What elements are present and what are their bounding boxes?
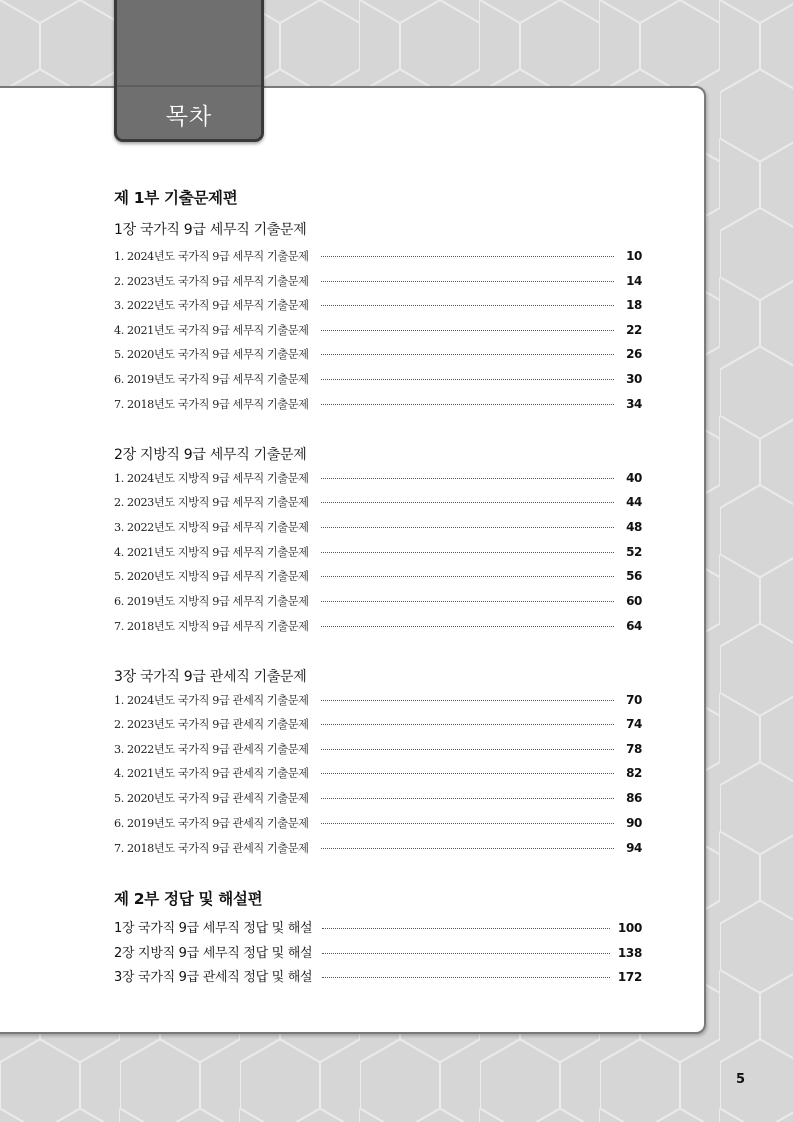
toc-entry[interactable] bbox=[114, 692, 642, 710]
answer-entry-label: 3장 국가직 9급 관세직 정답 및 해설 bbox=[114, 970, 313, 985]
toc-entry-page: 64 bbox=[626, 619, 642, 633]
dot-leader bbox=[321, 502, 614, 503]
answer-entry[interactable] bbox=[114, 942, 642, 960]
dot-leader bbox=[321, 379, 614, 380]
toc-entry-label: 1. 2024년도 지방직 9급 세무직 기출문제 bbox=[114, 472, 309, 485]
dot-leader bbox=[321, 724, 614, 725]
dot-leader bbox=[322, 928, 610, 929]
toc-entry[interactable] bbox=[114, 273, 642, 291]
toc-entry[interactable] bbox=[114, 790, 642, 808]
dot-leader bbox=[321, 281, 614, 282]
toc-entry-label: 4. 2021년도 국가직 9급 관세직 기출문제 bbox=[114, 767, 309, 780]
toc-entry-page: 40 bbox=[626, 471, 642, 485]
toc-entry-page: 60 bbox=[626, 594, 642, 608]
answer-entry-label: 2장 지방직 9급 세무직 정답 및 해설 bbox=[114, 946, 313, 961]
answer-entry-page: 172 bbox=[617, 970, 642, 984]
toc-entry-page: 22 bbox=[626, 323, 642, 337]
toc-entry[interactable] bbox=[114, 297, 642, 315]
answer-entry-label: 1장 국가직 9급 세무직 정답 및 해설 bbox=[114, 921, 313, 936]
toc-entry-label: 5. 2020년도 지방직 9급 세무직 기출문제 bbox=[114, 570, 309, 583]
answer-entry-page: 138 bbox=[617, 946, 642, 960]
toc-entry[interactable] bbox=[114, 593, 642, 611]
dot-leader bbox=[321, 700, 614, 701]
toc-entry-page: 18 bbox=[626, 298, 642, 312]
toc-entry-page: 26 bbox=[626, 347, 642, 361]
toc-entry-page: 56 bbox=[626, 569, 642, 583]
toc-entry-page: 30 bbox=[626, 372, 642, 386]
dot-leader bbox=[321, 404, 614, 405]
toc-entry-label: 2. 2023년도 지방직 9급 세무직 기출문제 bbox=[114, 496, 309, 509]
dot-leader bbox=[321, 601, 614, 602]
toc-entry-page: 14 bbox=[626, 274, 642, 288]
toc-entry[interactable] bbox=[114, 716, 642, 734]
toc-entry-page: 48 bbox=[626, 520, 642, 534]
toc-entry[interactable] bbox=[114, 322, 642, 340]
dot-leader bbox=[321, 552, 614, 553]
toc-entry-page: 74 bbox=[626, 717, 642, 731]
dot-leader bbox=[321, 626, 614, 627]
toc-entry-label: 7. 2018년도 국가직 9급 세무직 기출문제 bbox=[114, 398, 309, 411]
dot-leader bbox=[321, 848, 614, 849]
toc-entry-label: 7. 2018년도 국가직 9급 관세직 기출문제 bbox=[114, 842, 309, 855]
toc-entry[interactable] bbox=[114, 248, 642, 266]
dot-leader bbox=[321, 256, 614, 257]
toc-entry-label: 6. 2019년도 국가직 9급 관세직 기출문제 bbox=[114, 817, 309, 830]
toc-entry-page: 82 bbox=[626, 766, 642, 780]
toc-entry[interactable] bbox=[114, 568, 642, 586]
toc-entry[interactable] bbox=[114, 494, 642, 512]
dot-leader bbox=[322, 953, 610, 954]
toc-entry-label: 5. 2020년도 국가직 9급 세무직 기출문제 bbox=[114, 348, 309, 361]
dot-leader bbox=[322, 977, 610, 978]
toc-entry-page: 94 bbox=[626, 841, 642, 855]
toc-entry[interactable] bbox=[114, 346, 642, 364]
toc-entry-page: 70 bbox=[626, 693, 642, 707]
toc-entry[interactable] bbox=[114, 544, 642, 562]
toc-entry[interactable] bbox=[114, 618, 642, 636]
part-title: 제 1부 기출문제편 bbox=[114, 189, 238, 207]
toc-entry-page: 86 bbox=[626, 791, 642, 805]
toc-entry-label: 4. 2021년도 국가직 9급 세무직 기출문제 bbox=[114, 324, 309, 337]
dot-leader bbox=[321, 305, 614, 306]
answer-entry[interactable] bbox=[114, 917, 642, 935]
toc-entry[interactable] bbox=[114, 371, 642, 389]
toc-entry-label: 3. 2022년도 국가직 9급 세무직 기출문제 bbox=[114, 299, 309, 312]
toc-entry-label: 7. 2018년도 지방직 9급 세무직 기출문제 bbox=[114, 620, 309, 633]
toc-entry-label: 3. 2022년도 국가직 9급 관세직 기출문제 bbox=[114, 743, 309, 756]
chapter-title: 2장 지방직 9급 세무직 기출문제 bbox=[114, 447, 307, 463]
toc-entry-label: 1. 2024년도 국가직 9급 세무직 기출문제 bbox=[114, 250, 309, 263]
toc-entry-label: 5. 2020년도 국가직 9급 관세직 기출문제 bbox=[114, 792, 309, 805]
page-title: 목차 bbox=[165, 104, 213, 130]
dot-leader bbox=[321, 576, 614, 577]
page-number: 5 bbox=[736, 1072, 746, 1087]
dot-leader bbox=[321, 798, 614, 799]
toc-entry-page: 44 bbox=[626, 495, 642, 509]
toc-entry-page: 52 bbox=[626, 545, 642, 559]
part-title: 제 2부 정답 및 해설편 bbox=[114, 890, 263, 908]
answer-entry-page: 100 bbox=[617, 921, 642, 935]
toc-entry-page: 90 bbox=[626, 816, 642, 830]
toc-entry-label: 4. 2021년도 지방직 9급 세무직 기출문제 bbox=[114, 546, 309, 559]
chapter-title: 1장 국가직 9급 세무직 기출문제 bbox=[114, 222, 307, 238]
toc-entry[interactable] bbox=[114, 396, 642, 414]
dot-leader bbox=[321, 749, 614, 750]
dot-leader bbox=[321, 354, 614, 355]
toc-entry-page: 34 bbox=[626, 397, 642, 411]
toc-entry[interactable] bbox=[114, 815, 642, 833]
toc-entry-label: 2. 2023년도 국가직 9급 관세직 기출문제 bbox=[114, 718, 309, 731]
toc-entry[interactable] bbox=[114, 741, 642, 759]
dot-leader bbox=[321, 823, 614, 824]
chapter-title: 3장 국가직 9급 관세직 기출문제 bbox=[114, 669, 307, 685]
dot-leader bbox=[321, 527, 614, 528]
answer-entry[interactable] bbox=[114, 966, 642, 984]
toc-entry-label: 6. 2019년도 국가직 9급 세무직 기출문제 bbox=[114, 373, 309, 386]
toc-entry-page: 78 bbox=[626, 742, 642, 756]
toc-entry-page: 10 bbox=[626, 249, 642, 263]
toc-entry-label: 2. 2023년도 국가직 9급 세무직 기출문제 bbox=[114, 275, 309, 288]
toc-entry[interactable] bbox=[114, 765, 642, 783]
toc-entry-label: 1. 2024년도 국가직 9급 관세직 기출문제 bbox=[114, 694, 309, 707]
toc-entry[interactable] bbox=[114, 470, 642, 488]
dot-leader bbox=[321, 773, 614, 774]
toc-entry-label: 6. 2019년도 지방직 9급 세무직 기출문제 bbox=[114, 595, 309, 608]
toc-entry-label: 3. 2022년도 지방직 9급 세무직 기출문제 bbox=[114, 521, 309, 534]
dot-leader bbox=[321, 330, 614, 331]
toc-entry[interactable] bbox=[114, 840, 642, 858]
dot-leader bbox=[321, 478, 614, 479]
toc-entry[interactable] bbox=[114, 519, 642, 537]
